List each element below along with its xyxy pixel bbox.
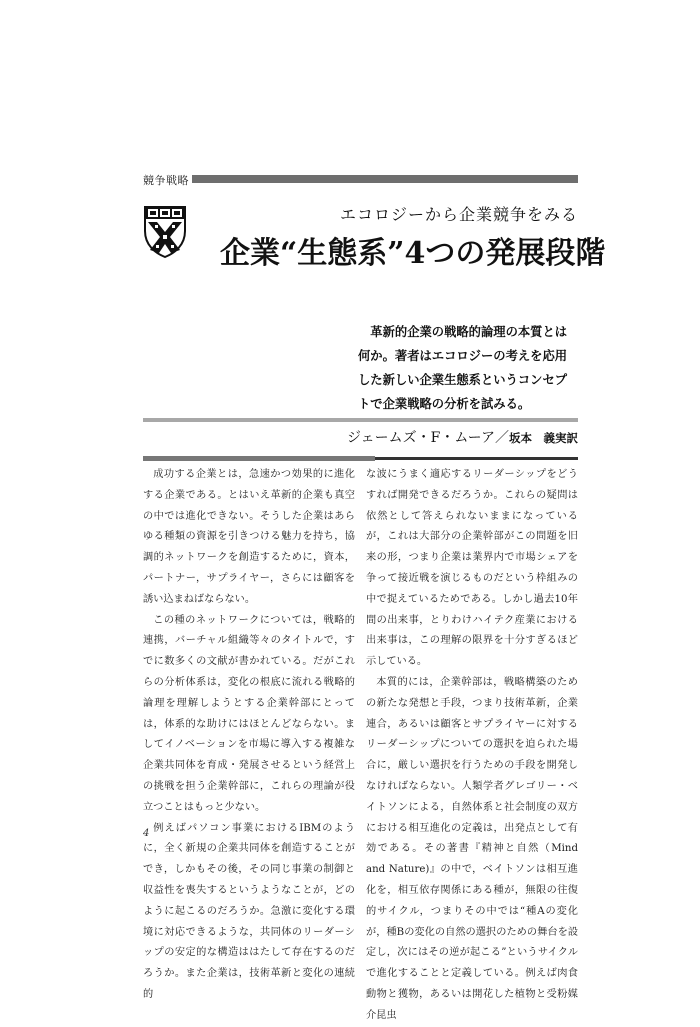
byline — [300, 427, 578, 447]
article-lede: 革新的企業の戦略的論理の本質とは何か。著者はエコロジーの考えを応用した新しい企業生態系というコンセプトで企業戦略の分析を試みる。 — [358, 325, 568, 411]
body-paragraph: 例えばパソコン事業におけるIBMのように，全く新規の企業共同体を創造することができ，しかもその後，その同じ事業の制御と収益性を喪失するというようなことが，どのように起こるのだろうか。急激に変化する環境に対応できるような，共同体のリーダーシップの安定的な構造ははたして存在するのだろうか。また企業は，技術革新と変化の連続的 — [143, 822, 355, 1000]
section-label: 競争戦略 — [143, 174, 189, 187]
shield-crest-icon — [143, 205, 187, 259]
body-column-left — [143, 465, 355, 1006]
body-paragraph: 本質的には，企業幹部は，戦略構築のための新たな発想と手段，つまり技術革新，企業連合，あるいは顧客とサプライヤーに対するリーダーシップについての選択を迫られた場合に，厳しい選択を行うための手段を開発しなければならない。人類学者グレゴリー・ベイトソンによる，自然体系と社会制度の双方における相互進化の定義は，出発点として有効である。その著書『精神と自然（Mind and Nature)』の中で，ベイトソンは相互進化を，相互依存関係にある種が，無限の往復的サイクル，つまりその中では“種Aの変化が，種Bの変化の自然の選択のための舞台を設定し，次にはその逆が起こる”というサイクルで進化することと定義している。例えば肉食動物と獲物，あるいは開花した植物と受粉媒介昆虫 — [366, 676, 578, 1021]
article-headline: 企業“生態系”4つの発展段階 — [220, 236, 606, 271]
body-paragraph: この種のネットワークについては，戦略的連携，バーチャル組織等々のタイトルで，すでに数多くの文献が書かれている。だがこれらの分析体系は，変化の根底に流れる戦略的論理を理解しようとする企業幹部にとっては，体系的な助けにはほとんどならない。ましてイノベーションを市場に導入する複雑な企業共同体を育成・発展させるという経営上の挑戦を担う企業幹部に，これらの理論が役立つことはもっと少ない。 — [143, 614, 355, 813]
body-paragraph: な波にうまく適応するリーダーシップをどうすれば開発できるだろうか。これらの疑問は依然として答えられないままになっているが，これは大部分の企業幹部がこの問題を旧来の形，つまり企業は業界内で市場シェアを争って接近戦を演じるものだという枠組みの中で捉えているためである。しかし過去10年間の出来事，とりわけハイテク産業における出来事は，この理解の限界を十分すぎるほど示している。 — [366, 469, 578, 668]
body-column-right — [366, 465, 578, 1027]
byline-rule-top — [143, 418, 578, 422]
byline-translator: 坂本 義実訳 — [509, 431, 578, 445]
page-number: 4 — [143, 828, 150, 839]
byline-author: ジェームズ・F・ムーア／ — [346, 430, 509, 446]
body-paragraph: 成功する企業とは，急速かつ効果的に進化する企業である。とはいえ革新的企業も真空の中では進化できない。そうした企業はあらゆる種類の資源を引きつける魅力を持ち，協調的ネットワークを創造するために，資本，パートナー，サプライヤー，さらには顧客を誘い込まねばならない。 — [143, 469, 355, 605]
article-kicker: エコロジーから企業競争をみる — [339, 205, 578, 224]
byline-rule-bottom-left — [143, 456, 375, 461]
section-header-bar — [192, 175, 578, 183]
byline-rule-bottom-right — [375, 457, 578, 460]
